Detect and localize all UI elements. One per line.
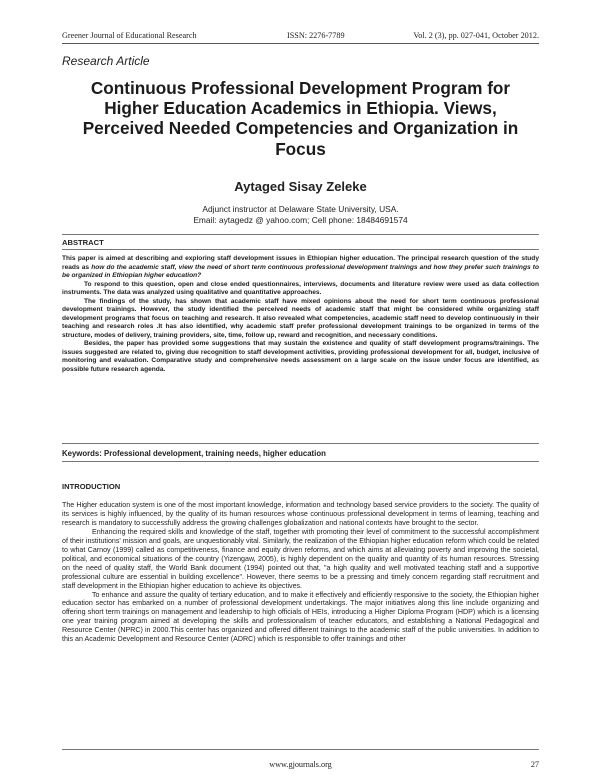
running-footer [62,760,539,772]
abstract-paragraph: Besides, the paper has provided some suggestions that may sustain the existence and quality of staff development programs/trainings. The issues suggested are related to, giving due recognition to staff development activities, providing professional development for all, budget, inclusive of monitoring and evaluation. Comparative study and comprehensive needs assessment on a large scale on the issue under focus are identified, as possible future research agenda. [62,340,539,373]
running-header [62,31,539,43]
abstract-paragraph: The findings of the study, has shown that academic staff have mixed opinions about the need for short term continuous professional development trainings. However, the study identified the perceived needs of academic staff that might be considered while organizing staff development programs that focus on teaching and research. It also revealed what competencies, academic staff need to develop continuously in their teaching and research roles .It has also identified, why academic staff prefer professional development trainings to be organized in terms of the structure, modes of delivery, training providers, site, time, follow up, reward and recognition, and necessary conditions. [62,297,539,339]
abstract-paragraph: This paper is aimed at describing and exploring staff development issues in Ethiopian higher education. The principal research question of the study reads as how do the academic staff, view the need of short term continuous professional development trainings and how they prefer such trainings to be organized in Ethiopian higher education? [62,255,540,279]
footer-rule [62,749,539,750]
affiliation-line: Adjunct instructor at Delaware State University, USA. [202,204,399,214]
journal-name: Greener Journal of Educational Research [62,31,197,40]
body-paragraph: The Higher education system is one of the most important knowledge, information and technology based service providers to the society. The quality of its services is highly influenced, by the quality of its human resources whose continuous professional development in terms of learning, teaching and research is mandatory to successfully address the growing challenges globalization and national contexts have brought to the sector. [62,501,539,527]
header-rule [62,43,539,44]
abstract-heading-rule [62,249,539,250]
body-paragraph: Enhancing the required skills and knowledge of the staff, together with promoting their level of commitment to the successful accomplishment of their institutions' mission and goals, are unquestionably vital. Similarly, the realization of the Ethiopian higher education reform which could be related to what Carnoy (1999) called as competitiveness, finance and equity driven reforms, and which aims at alleviating poverty and improving the societal, political, and economical situations of the country (Yizengaw, 2005), is highly dependent on the quality and quantity of its human resources. Stressing on the need of quality staff, the World Bank document (1994) pointed out that, "a high quality and well motivated teaching staff and a supportive professional culture are essential in building excellence". However, there seems to be a pressing and timely concern regarding staff recruitment and staff development in the Ethiopian higher education to achieve its objectives. [62,527,539,590]
author-name: Aytaged Sisay Zeleke [234,179,367,194]
keywords: Keywords: Professional development, training needs, higher education [62,449,326,458]
introduction-body [62,501,539,644]
abstract-top-rule [62,234,539,235]
issn: ISSN: 2276-7789 [287,31,345,40]
abstract-body [62,255,539,374]
journal-website: www.gjournals.org [269,760,332,769]
paper-title: Continuous Professional Development Program for Higher Education Academics in Ethiopia. Views, Perceived Needed Competencies and Organization in Focus [82,78,519,159]
introduction-heading: INTRODUCTION [62,482,121,491]
contact-line: Email: aytagedz @ yahoo.com; Cell phone: 18484691574 [193,214,408,225]
volume-info: Vol. 2 (3), pp. 027-041, October 2012. [413,31,539,40]
page-number: 27 [530,760,539,769]
abstract-paragraph: To respond to this question, open and close ended questionnaires, interviews, documents and literature review were used as data collection instruments. The data was analyzed using qualitative and quantitative approaches. [62,280,539,296]
article-type: Research Article [62,54,150,68]
research-question: how do the academic staff, view the need of short term continuous professional development trainings and how they prefer such trainings to be organized in Ethiopian higher education? [62,263,540,279]
abstract-heading: ABSTRACT [62,238,104,247]
body-paragraph: To enhance and assure the quality of tertiary education, and to make it effectively and efficiently responsive to the society, the Ethiopian higher education sector has embarked on a number of professional development undertakings. The major initiatives along this line include organizing and offering short term trainings on management and leadership to high officials of HEIs, introducing a Higher Diploma Program (HDP) which is a licensing one year training program aimed at developing the skills and professionalism of teacher educators, and establishing a National Pedagogical and Resource Center (NPRC) in 2000.This center has organized and offered different trainings to the academic staff of the public universities. In addition to this an Academic Development and Resource Center (ADRC) which is responsible to offer trainings and other [62,590,539,644]
author-affiliation [62,204,539,225]
keywords-bottom-rule [62,461,539,462]
keywords-top-rule [62,443,539,444]
